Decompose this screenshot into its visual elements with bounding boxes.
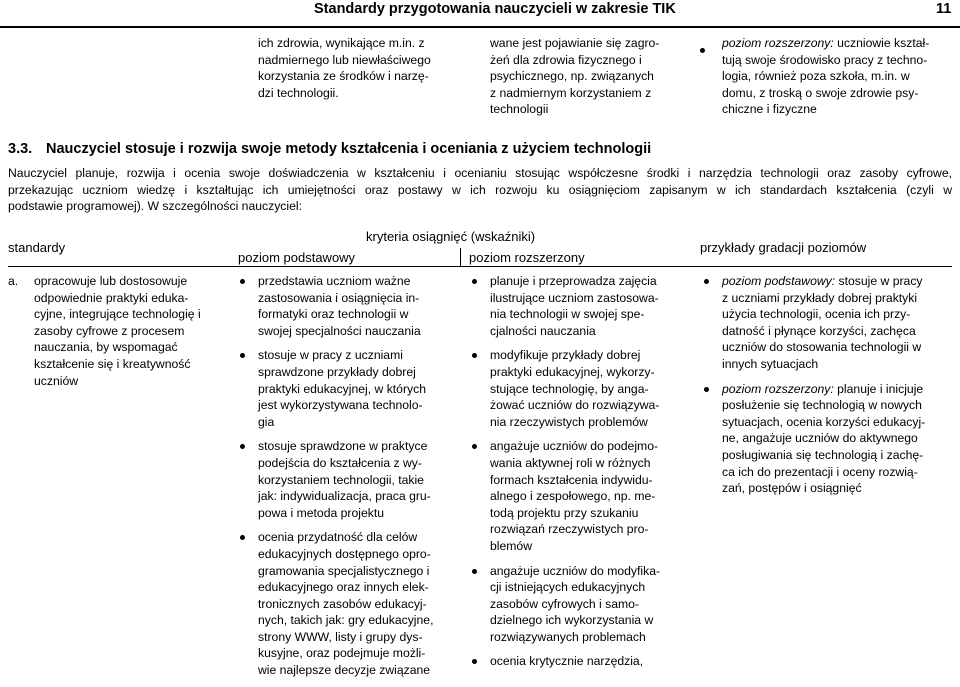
header-basic-level: poziom podstawowy: [238, 250, 356, 265]
header-criteria: kryteria osiągnięć (wskaźniki): [366, 229, 536, 244]
bullet-icon: [472, 353, 477, 358]
continuation-col3: poziom rozszerzony: uczniowie kształ- tują swoje środowisko pracy z techno- logia, również poza szkoła, m.in. w domu, z troską o swoje zdrowie psy- chiczne i fizyczne: [722, 35, 929, 118]
section-title: Nauczyciel stosuje i rozwija swoje metody kształcenia i oceniania z użyciem technologii: [46, 141, 652, 157]
bullet-icon: [240, 444, 245, 449]
section-heading: [8, 141, 651, 157]
list-item: stosuje sprawdzone w praktyce podejścia do kształcenia z wy- korzystaniem technologii, takie jak: indywidualizacja, praca gru- powa i metoda projektu: [258, 438, 433, 521]
page-number: 11: [936, 1, 952, 17]
continuation-col1: ich zdrowia, wynikające m.in. z nadmiernego lub niewłaściwego korzystania ze środków i narzę- dzi technologii.: [258, 36, 431, 100]
section-number: 3.3.: [8, 141, 33, 157]
row-label: a.: [8, 274, 19, 288]
header-extended-level: poziom rozszerzony: [469, 250, 585, 265]
list-item: angażuje uczniów do modyfika- cji istniejących edukacyjnych zasobów cyfrowych i samo- dzielnego ich wykorzystania w rozwiązywanych problemach: [490, 563, 660, 646]
list-item: ocenia krytycznie narzędzia,: [490, 653, 660, 670]
extended-level-column: [490, 273, 660, 678]
table-header-divider: [8, 266, 952, 267]
section-paragraph: Nauczyciel planuje, rozwija i ocenia swoje doświadczenia w kształceniu i ocenianiu stosując współczesne środki i narzędzia technologii oraz zasoby cyfrowe, przekazując uczniom wiedzę i kształtując ich umiejętności oraz postawy w ich rozwoju ku osiągnięciom zapisanym w ich standardach kształcenia (czyli w podstawie programowej). W szczególności nauczyciel:: [8, 166, 952, 214]
bullet-icon: [472, 444, 477, 449]
bullet-icon: [472, 659, 477, 664]
bullet-icon: [240, 279, 245, 284]
list-item: modyfikuje przykłady dobrej praktyki edukacyjnej, wykorzy- stujące technologię, by anga- żować uczniów do rozwiązywa- nia rzeczywistych problemów: [490, 347, 660, 430]
list-item: planuje i przeprowadza zajęcia ilustrujące uczniom zastosowa- nia technologii w swojej spe- cjalności nauczania: [490, 273, 660, 339]
standard-text: opracowuje lub dostosowuje odpowiednie praktyki eduka- cyjne, integrujące technologię i zasoby cyfrowe z procesem nauczania, by wspomagać kształcenie się i kreatywność uczniów: [34, 274, 201, 388]
page-header: [0, 0, 960, 28]
header-examples: przykłady gradacji poziomów: [700, 240, 867, 255]
bullet-icon: [472, 279, 477, 284]
list-item: angażuje uczniów do podejmo- wania aktywnej roli w różnych formach kształcenia indywidu- alnego i zespołowego, np. me- todą projektu przy szukaniu rozwiązań rzeczywistych pro- blemów: [490, 438, 660, 554]
bullet-icon: [240, 535, 245, 540]
list-item: ocenia przydatność dla celów edukacyjnych dostępnego opro- gramowania specjalistycznego i edukacyjnego oraz innych elek- tronicznych zasobów edukacyj- nych, takich jak: gry edukacyjne, strony WWW, listy i grupy dys- kusyjne, oraz podejmuje możli- wie najlepsze decyzje związane: [258, 529, 433, 678]
list-item: przedstawia uczniom ważne zastosowania i osiągnięcia in- formatyki oraz technologii w swojej specjalności nauczania: [258, 273, 433, 339]
continuation-col2: wane jest pojawianie się zagro- żeń dla zdrowia fizycznego i psychicznego, np. związanych z nadmiernym korzystaniem z technologii: [490, 36, 660, 117]
header-standards: standardy: [8, 240, 66, 255]
header-level-divider: [460, 248, 461, 267]
bullet-icon: [240, 353, 245, 358]
list-item: poziom rozszerzony: planuje i inicjuje posłużenie się technologią w nowych sytuacjach, ocenia korzyści edukacyj- ne, angażuje uczniów do aktywnego posługiwania się technologią i zachę- ca ich do prezentacji i oceny rozwią- zań, postępów i osiągnięć: [722, 381, 925, 497]
bullet-icon: [700, 48, 705, 53]
examples-column: [722, 273, 925, 505]
basic-level-column: [258, 273, 433, 687]
bullet-icon: [472, 569, 477, 574]
list-item: stosuje w pracy z uczniami sprawdzone przykłady dobrej praktyki edukacyjnej, w których jest wykorzystywana technolo- gia: [258, 347, 433, 430]
document-title: Standardy przygotowania nauczycieli w zakresie TIK: [314, 1, 676, 17]
bullet-icon: [704, 387, 709, 392]
bullet-icon: [704, 279, 709, 284]
list-item: poziom podstawowy: stosuje w pracy z uczniami przykłady dobrej praktyki użycia technologii, ocenia ich przy- datność i płynące korzyści, zachęca uczniów do stosowania technologii w innych sytuacjach: [722, 273, 925, 373]
